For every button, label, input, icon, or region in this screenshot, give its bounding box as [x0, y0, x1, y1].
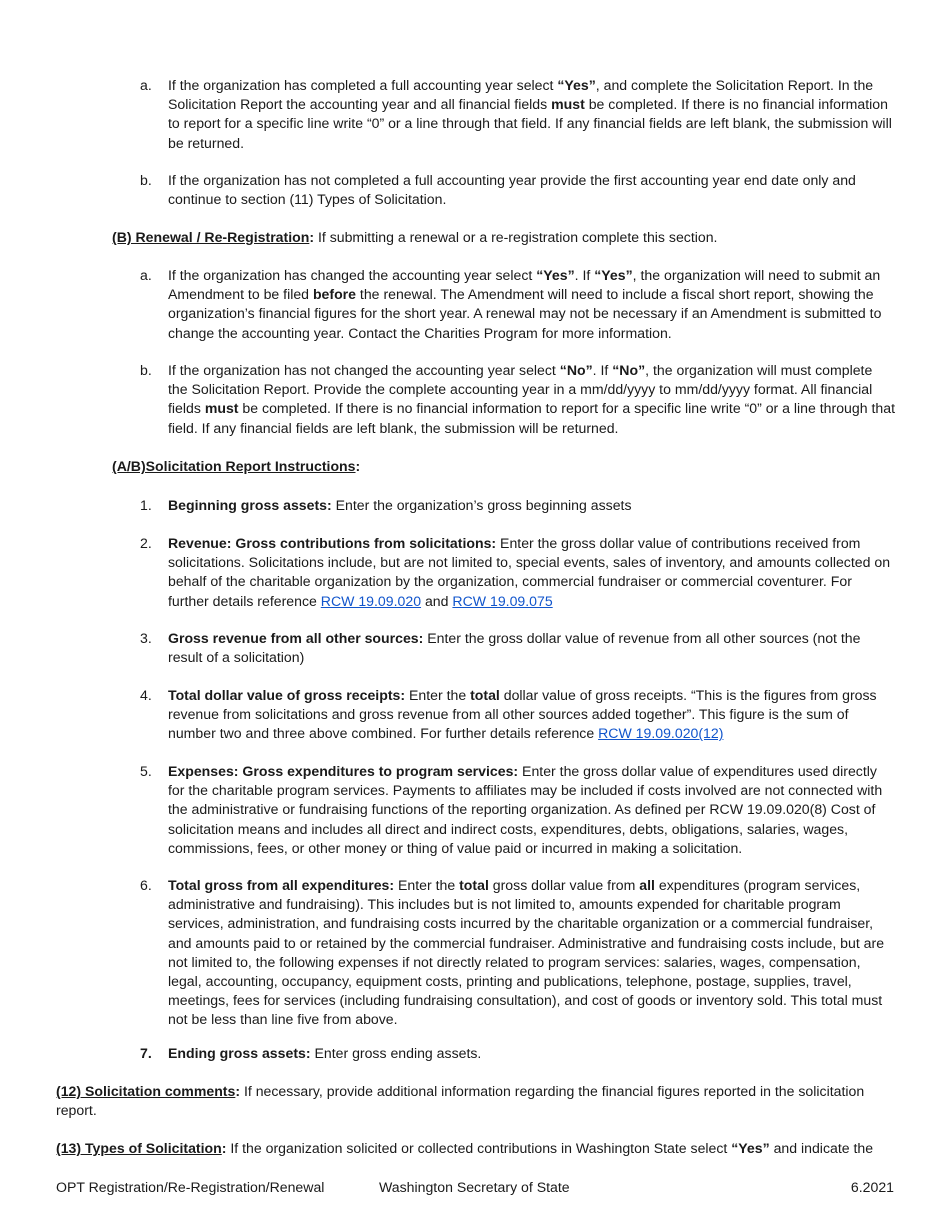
list-item-text: Total gross from all expenditures: Enter the total gross dollar value from all expenditures (program services, administrative and fundraising). This includes but is not limited to, amounts expended for charitable program services, administration, and fundraising costs incurred by the charitable organization or a commercial fundraiser, and amounts paid to or retained by the commercial fundraiser. Administrative and fundraising costs include, but are not limited to, the following expenses if not directly related to program services: salaries, wages, compensation, legal, accounting, occupancy, equipment costs, printing and publications, telephone, postage, supplies, travel, meetings, fees for services (including fundraising consultation), and cost of goods or inventory sold. This total must not be less than line five from above. — [168, 877, 885, 1028]
list-marker: a. — [140, 267, 152, 283]
first-year-item-a — [140, 76, 895, 153]
renewal-item-a — [140, 266, 895, 343]
instruction-item-7 — [140, 1044, 895, 1063]
rcw-19-09-075-link[interactable]: RCW 19.09.075 — [452, 592, 553, 609]
list-item-text: If the organization has completed a full accounting year select “Yes”, and complete the Solicitation Report. In the Solicitation Report the accounting year and all financial fields must be completed. If there is no financial information to report for a specific line write “0” or a line through that field. If any financial fields are left blank, the submission will be returned. — [168, 77, 892, 151]
list-marker: 5. — [140, 763, 152, 779]
list-marker: 2. — [140, 535, 152, 551]
list-marker: 1. — [140, 497, 152, 513]
list-item-text: If the organization has not completed a full accounting year provide the first accounting year end date only and continue to section (11) Types of Solicitation. — [168, 172, 856, 208]
list-item-text: If the organization has changed the accounting year select “Yes”. If “Yes”, the organization will need to submit an Amendment to be filed before the renewal. The Amendment will need to include a fiscal short report, showing the organization’s financial figures for the short year. A renewal may not be necessary if an Amendment is submitted to change the accounting year. Contact the Charities Program for more information. — [168, 267, 882, 341]
list-marker: 6. — [140, 877, 152, 893]
types-of-solicitation-section: (13) Types of Solicitation: If the organization solicited or collected contributions in Washington State select “Yes” and indicate the — [56, 1140, 874, 1156]
rcw-19-09-020-12-link[interactable]: RCW 19.09.020(12) — [598, 725, 724, 742]
instruction-item-4 — [140, 686, 895, 744]
instruction-item-5 — [140, 762, 895, 858]
solicitation-comments-section: (12) Solicitation comments: If necessary, provide additional information regarding the financial figures reported in the solicitation report. — [56, 1083, 865, 1119]
list-item-text: Gross revenue from all other sources: Enter the gross dollar value of revenue from all other sources (not the result of a solicitation) — [168, 630, 861, 666]
list-marker: b. — [140, 362, 152, 378]
instruction-item-3 — [140, 629, 895, 667]
list-marker: 4. — [140, 687, 152, 703]
instruction-item-2 — [140, 534, 895, 611]
first-year-item-b — [140, 171, 895, 209]
footer-form-name: OPT Registration/Re-Registration/Renewal — [56, 1179, 325, 1195]
list-item-text: Expenses: Gross expenditures to program services: Enter the gross dollar value of expenditures used directly for the charitable program services. Payments to affiliates may be included if costs involved are not connected with the administrative or fundraising functions of the reporting organization. As defined per RCW 19.09.020(8) Cost of solicitation means and includes all direct and indirect costs, expenditures, debts, obligations, salaries, wages, commissions, fees, or other money or thing of value paid or incurred in making a solicitation. — [168, 763, 883, 856]
list-item-text: Revenue: Gross contributions from solicitations: Enter the gross dollar value of contributions received from solicitations. Solicitations include, but are not limited to, special events, sales of inventory, and amounts collected on behalf of the charitable organization by the organization, commercial fundraiser or commercial coventurer. For further details reference RCW 19.09.020 and RCW 19.09.075 — [168, 535, 891, 609]
renewal-item-b — [140, 361, 895, 438]
list-marker: b. — [140, 172, 152, 188]
list-marker: a. — [140, 77, 152, 93]
list-marker: 7. — [140, 1045, 152, 1061]
footer-version: 6.2021 — [850, 1179, 894, 1195]
instructions-heading: (A/B)Solicitation Report Instructions: — [112, 458, 361, 474]
page-footer — [56, 1178, 894, 1198]
rcw-19-09-020-link[interactable]: RCW 19.09.020 — [320, 592, 422, 609]
list-item-text: If the organization has not changed the accounting year select “No”. If “No”, the organization will must complete the Solicitation Report. Provide the complete accounting year in a mm/dd/yyyy to mm/dd/yyyy format. All financial fields must be completed. If there is no financial information to report for a specific line write “0” or a line through that field. If any financial fields are left blank, the submission will be returned. — [168, 362, 895, 436]
list-item-text: Beginning gross assets: Enter the organization’s gross beginning assets — [168, 497, 632, 513]
renewal-heading: (B) Renewal / Re-Registration: If submitting a renewal or a re-registration complete this section. — [112, 229, 718, 245]
instruction-item-6 — [140, 876, 895, 1030]
list-item-text: Total dollar value of gross receipts: Enter the total dollar value of gross receipts. “This is the figures from gross revenue from solicitations and gross revenue from all other sources added together”. This figure is the sum of number two and three above combined. For further details reference RCW 19.09.020(12) — [168, 687, 877, 742]
list-marker: 3. — [140, 630, 152, 646]
list-item-text: Ending gross assets: Enter gross ending assets. — [168, 1045, 482, 1061]
instruction-item-1 — [140, 496, 895, 515]
footer-agency: Washington Secretary of State — [379, 1179, 570, 1195]
